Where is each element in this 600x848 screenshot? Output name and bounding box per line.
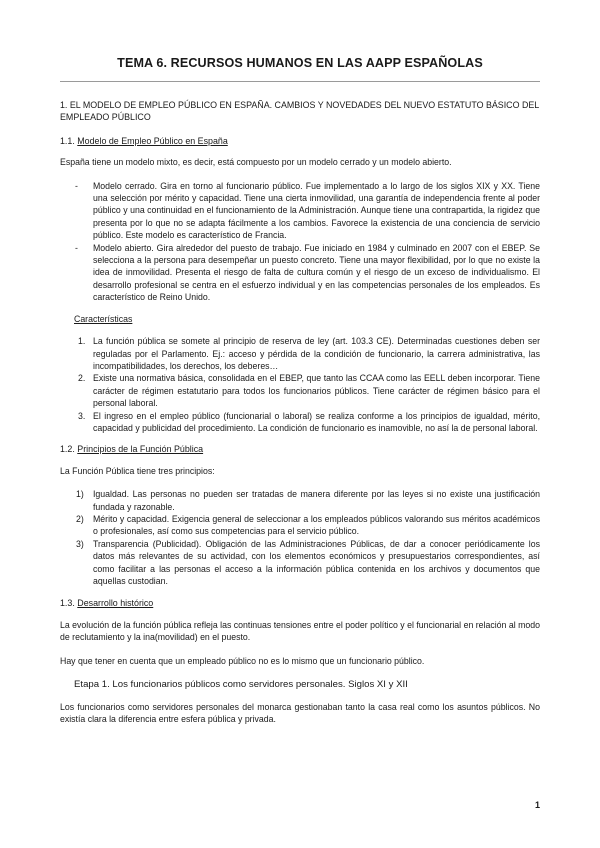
subsection-number: 1.2. [60,444,75,455]
list-item [60,372,540,409]
characteristics-heading: Características [74,313,133,324]
subsection-number: 1.1. [60,135,75,146]
list-item [60,242,540,304]
list-marker: 3. [78,410,86,421]
list-marker: 2) [76,513,84,524]
list-marker: - [75,180,78,191]
list-item [60,513,540,538]
page-number: 1 [534,800,540,810]
paragraph: Los funcionarios como servidores personales del monarca gestionaban tanto la casa real como los asuntos públicos. No existía clara la diferencia entre esfera pública y privada. [60,702,540,725]
list-marker: 1. [78,336,86,347]
list-item [60,410,540,435]
page-title: TEMA 6. RECURSOS HUMANOS EN LAS AAPP ESPAÑOLAS [117,56,483,70]
list-item-text: Igualdad. Las personas no pueden ser tratadas de manera diferente por las leyes si no existe una justificación fundada y razonable. [93,489,540,512]
list-marker: 3) [76,538,84,549]
subsection-title: Modelo de Empleo Público en España [77,135,228,146]
principles-list [60,488,540,587]
paragraph: Hay que tener en cuenta que un empleado público no es lo mismo que un funcionario público. [60,655,425,666]
characteristics-list [60,335,540,434]
title-divider [60,81,540,82]
subsection-1-2-heading [60,443,540,455]
document-body [60,99,540,726]
list-item [60,180,540,242]
subsection-title: Principios de la Función Pública [77,444,204,455]
paragraph: La evolución de la función pública refleja las continuas tensiones entre el poder político y el funcionarial en relación al modo de reclutamiento y la ina(movilidad) en el puesto. [60,619,540,643]
paragraph: España tiene un modelo mixto, es decir, está compuesto por un modelo cerrado y un modelo abierto. [60,157,452,168]
list-marker: 2. [78,373,86,384]
stage-heading: Etapa 1. Los funcionarios públicos como servidores personales. Siglos XI y XII [74,679,408,691]
list-item [60,488,540,513]
section-1-heading: 1. EL MODELO DE EMPLEO PÚBLICO EN ESPAÑA. CAMBIOS Y NOVEDADES DEL NUEVO ESTATUTO BÁSICO DEL EMPLEADO PÚBLICO [60,100,539,123]
list-item-text: Existe una normativa básica, consolidada en el EBEP, que tanto las CCAA como las EELL deben incorporar. Tiene carácter de régimen estatutario para todos los funcionarios públicos. Tiene carácter de régimen básico para el personal laboral. [93,373,540,409]
list-item-text: Transparencia (Publicidad). Obligación de las Administraciones Públicas, de dar a conocer periódicamente los datos más relevantes de su actividad, con los elementos económicos y presupuestarios correspondientes, así como facilitar a las personas el acceso a la información pública contenida en los archivos y documentos que aquellas custodian. [93,538,540,586]
paragraph: La Función Pública tiene tres principios: [60,465,215,476]
subsection-1-1-heading [60,135,540,147]
list-item-text: El ingreso en el empleo público (funcionarial o laboral) se realiza conforme a los principios de igualdad, mérito, capacidad y publicidad del procedimiento. La condición de funcionario es inamovible, no así la de personal laboral. [93,410,540,433]
list-marker: - [75,242,78,253]
list-item [60,335,540,372]
list-marker: 1) [76,489,84,500]
list-item-text: Modelo abierto. Gira alrededor del puesto de trabajo. Fue iniciado en 1984 y culminado en 2007 con el EBEP. Se selecciona a la persona para desempeñar un puesto concreto. Tiene una mayor flexibilidad, por lo que no existe la idea de inmovilidad. Presenta el riesgo de falta de cultura común y el riesgo de un exceso de individualismo. El desarrollo profesional se centra en el esfuerzo individual y en las competencias personales de los empleados. Es característico de Reino Unido. [93,242,540,303]
subsection-number: 1.3. [60,598,75,609]
subsection-1-3-heading [60,597,540,609]
models-list [60,180,540,304]
subsection-title: Desarrollo histórico [77,598,154,609]
list-item-text: La función pública se somete al principio de reserva de ley (art. 103.3 CE). Determinadas cuestiones deben ser reguladas por el Parlamento. Ej.: acceso y pérdida de la condición de funcionario, la carrera administrativa, las incompatibilidades, los derechos, los deberes… [93,336,540,371]
list-item-text: Modelo cerrado. Gira en torno al funcionario público. Fue implementado a lo largo de los siglos XIX y XX. Tiene una selección por mérito y capacidad. Tiene una cierta inmovilidad, una garantía de independencia frente al poder público y una continuidad en el funcionamiento de la Administración. Aunque tiene una contrapartida, la rigidez que presenta por lo que no se adapta fácilmente a los cambios. Favorece la existencia de una conciencia de servicio público. Este modelo es característico de Francia. [93,180,540,241]
list-item-text: Mérito y capacidad. Exigencia general de seleccionar a los empleados públicos valorando sus méritos académicos o profesionales, así como sus competencias para el servicio público. [93,513,540,537]
list-item [60,538,540,588]
